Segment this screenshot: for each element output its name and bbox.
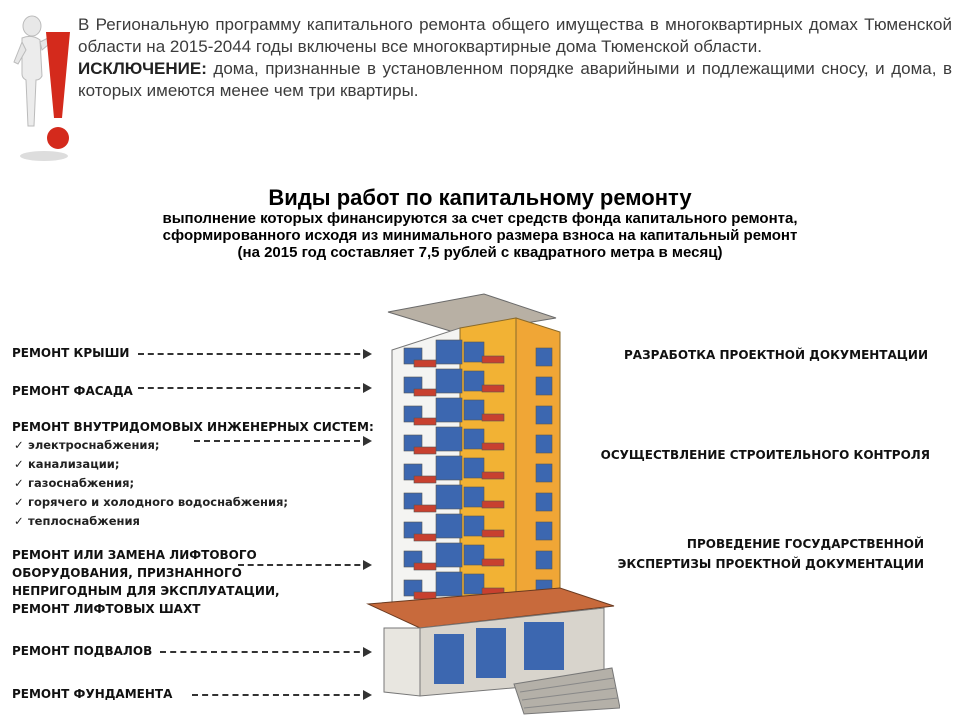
window — [536, 435, 552, 453]
window — [464, 429, 484, 449]
list-item: ✓ газоснабжения; — [14, 474, 288, 493]
balcony — [414, 563, 436, 570]
item-roof: РЕМОНТ КРЫШИ — [12, 346, 130, 360]
window — [464, 574, 484, 594]
exclamation-figure-icon — [8, 6, 74, 166]
window — [536, 377, 552, 395]
item-construction-control: ОСУЩЕСТВЛЕНИЕ СТРОИТЕЛЬНОГО КОНТРОЛЯ — [600, 448, 930, 462]
check-icon: ✓ — [14, 495, 24, 509]
window — [436, 398, 462, 422]
balcony — [482, 385, 504, 392]
window — [536, 464, 552, 482]
balcony — [482, 530, 504, 537]
window — [464, 545, 484, 565]
window — [436, 340, 462, 364]
balcony — [414, 389, 436, 396]
window — [464, 371, 484, 391]
heading-title: Виды работ по капитальному ремонту — [268, 185, 692, 210]
section-heading — [0, 186, 960, 261]
window — [436, 427, 462, 451]
item-elevator: РЕМОНТ ИЛИ ЗАМЕНА ЛИФТОВОГО ОБОРУДОВАНИЯ, ПРИЗНАННОГО НЕПРИГОДНЫМ ДЛЯ ЭКСПЛУАТАЦИИ, РЕМОНТ ЛИФТОВЫХ ШАХТ — [12, 548, 280, 616]
list-item: ✓ горячего и холодного водоснабжения; — [14, 493, 288, 512]
window — [436, 543, 462, 567]
balcony — [482, 472, 504, 479]
item-state-expertise: ПРОВЕДЕНИЕ ГОСУДАРСТВЕННОЙ ЭКСПЕРТИЗЫ ПРОЕКТНОЙ ДОКУМЕНТАЦИИ — [617, 537, 924, 571]
arrow-foundation — [192, 694, 370, 696]
window — [436, 514, 462, 538]
list-item: ✓ канализации; — [14, 455, 288, 474]
balcony — [482, 356, 504, 363]
heading-subtitle-3: (на 2015 год составляет 7,5 рублей с квадратного метра в месяц) — [237, 244, 723, 261]
list-item: ✓ теплоснабжения — [14, 512, 288, 531]
heading-subtitle-2: сформированного исходя из минимального размера взноса на капитальный ремонт — [162, 227, 798, 244]
window — [536, 551, 552, 569]
window — [436, 485, 462, 509]
item-foundation: РЕМОНТ ФУНДАМЕНТА — [12, 687, 173, 701]
balcony — [482, 414, 504, 421]
balcony — [414, 418, 436, 425]
window — [536, 493, 552, 511]
balcony — [482, 443, 504, 450]
balcony — [414, 360, 436, 367]
systems-list — [14, 436, 288, 531]
check-icon: ✓ — [14, 457, 24, 471]
exception-label: ИСКЛЮЧЕНИЕ: — [78, 59, 207, 78]
exception-text: дома, признанные в установленном порядке аварийными и подлежащими сносу, и дома, в которых имеются менее чем три квартиры. — [78, 59, 952, 100]
window — [464, 342, 484, 362]
building-illustration — [364, 288, 620, 716]
item-basement: РЕМОНТ ПОДВАЛОВ — [12, 644, 153, 658]
item-facade: РЕМОНТ ФАСАДА — [12, 384, 133, 398]
check-icon: ✓ — [14, 514, 24, 528]
window — [436, 572, 462, 596]
balcony — [414, 447, 436, 454]
window — [436, 369, 462, 393]
intro-line: В Региональную программу капитального ремонта общего имущества в многоквартирных домах Тюменской области на 2015-2044 годы включены все многоквартирные дома Тюменской области. — [78, 15, 952, 56]
window — [464, 458, 484, 478]
window — [536, 522, 552, 540]
arrow-basement — [160, 651, 370, 653]
window — [536, 406, 552, 424]
balcony — [482, 501, 504, 508]
window — [464, 516, 484, 536]
check-icon: ✓ — [14, 476, 24, 490]
balcony — [482, 559, 504, 566]
window — [436, 456, 462, 480]
check-icon: ✓ — [14, 438, 24, 452]
arrow-elevator — [238, 564, 370, 566]
arrow-roof — [138, 353, 370, 355]
balcony — [414, 534, 436, 541]
window — [464, 487, 484, 507]
balcony — [414, 476, 436, 483]
balcony — [414, 592, 436, 599]
item-design-docs: РАЗРАБОТКА ПРОЕКТНОЙ ДОКУМЕНТАЦИИ — [623, 348, 928, 362]
heading-subtitle-1: выполнение которых финансируются за счет средств фонда капитального ремонта, — [162, 210, 798, 227]
item-systems: РЕМОНТ ВНУТРИДОМОВЫХ ИНЖЕНЕРНЫХ СИСТЕМ: — [12, 420, 374, 434]
window — [536, 348, 552, 366]
list-item: ✓ электроснабжения; — [14, 436, 288, 455]
balcony — [414, 505, 436, 512]
intro-text — [78, 14, 952, 102]
arrow-facade — [138, 387, 370, 389]
window — [464, 400, 484, 420]
